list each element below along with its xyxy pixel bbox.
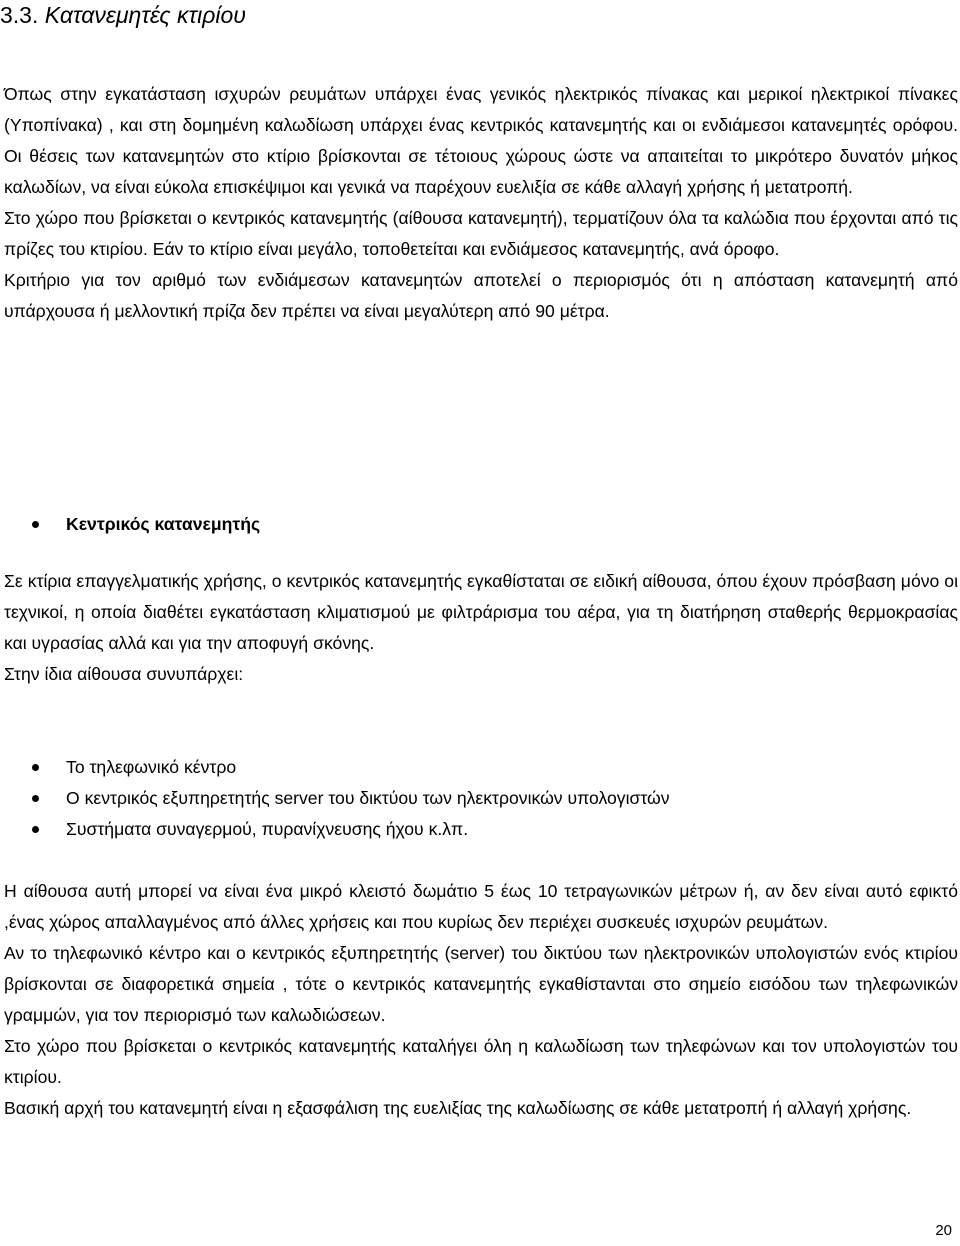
- bullet-icon: [32, 764, 39, 771]
- subsection-paragraph: Στην ίδια αίθουσα συνυπάρχει:: [4, 664, 244, 684]
- section-title: Κατανεμητές κτιρίου: [44, 2, 246, 28]
- list-item: [32, 814, 670, 845]
- subsection-paragraph: Σε κτίρια επαγγελματικής χρήσης, ο κεντρικός κατανεμητής εγκαθίσταται σε ειδική αίθουσα, όπου έχουν πρόσβαση μόνο οι τεχνικοί, η οποία διαθέτει εγκατάσταση κλιματισμού με φιλτράρισμα του αέρα, για τη διατήρηση σταθερής θερμοκρασίας και υγρασίας αλλά και για την αποφυγή σκόνης.: [4, 571, 958, 653]
- list-item: [32, 752, 670, 783]
- section-number: 3.3.: [0, 2, 39, 28]
- intro-text: [4, 79, 958, 327]
- list-item-text: Ο κεντρικός εξυπηρετητής server του δικτύου των ηλεκτρονικών υπολογιστών: [66, 788, 670, 808]
- intro-paragraph: Κριτήριο για τον αριθμό των ενδιάμεσων κατανεμητών αποτελεί ο περιορισμός ότι η απόσταση κατανεμητή από υπάρχουσα ή μελλοντική πρίζα δεν πρέπει να είναι μεγαλύτερη από 90 μέτρα.: [4, 270, 958, 321]
- section-heading: [0, 0, 246, 30]
- closing-paragraph: Η αίθουσα αυτή μπορεί να είναι ένα μικρό κλειστό δωμάτιο 5 έως 10 τετραγωνικών μέτρων ή, αν δεν είναι αυτό εφικτό ,ένας χώρος απαλλαγμένος από άλλες χρήσεις και που κυρίως δεν περιέχει συσκευές ισχυρών ρευμάτων.: [4, 881, 958, 932]
- closing-paragraph: Βασική αρχή του κατανεμητή είναι η εξασφάλιση της ευελιξίας της καλωδίωσης σε κάθε μετατροπή ή αλλαγή χρήσης.: [4, 1098, 912, 1118]
- subsection-heading: [32, 509, 260, 540]
- subsection-text: [4, 566, 958, 690]
- list-item-text: Το τηλεφωνικό κέντρο: [66, 757, 237, 777]
- intro-paragraph: Όπως στην εγκατάσταση ισχυρών ρευμάτων υπάρχει ένας γενικός ηλεκτρικός πίνακας και μερικοί ηλεκτρικοί πίνακες (Υποπίνακα) , και στη δομημένη καλωδίωση υπάρχει ένας κεντρικός κατανεμητής και οι ενδιάμεσοι κατανεμητές ορόφου. Οι θέσεις των κατανεμητών στο κτίριο βρίσκονται σε τέτοιους χώρους ώστε να απαιτείται το μικρότερο δυνατόν μήκος καλωδίων, να είναι εύκολα επισκέψιμοι και γενικά να παρέχουν ευελιξία σε κάθε αλλαγή χρήσης ή μετατροπή.: [4, 84, 958, 197]
- room-items-list: [32, 752, 670, 845]
- list-item: [32, 783, 670, 814]
- list-item-text: Συστήματα συναγερμού, πυρανίχνευσης ήχου κ.λπ.: [66, 819, 469, 839]
- bullet-icon: [32, 521, 39, 528]
- subsection-title: Κεντρικός κατανεμητής: [66, 514, 261, 534]
- intro-paragraph: Στο χώρο που βρίσκεται ο κεντρικός κατανεμητής (αίθουσα κατανεμητή), τερματίζουν όλα τα καλώδια που έρχονται από τις πρίζες του κτιρίου. Εάν το κτίριο είναι μεγάλο, τοποθετείται και ενδιάμεσος κατανεμητής, ανά όροφο.: [4, 208, 958, 259]
- bullet-icon: [32, 795, 39, 802]
- closing-paragraph: Στο χώρο που βρίσκεται ο κεντρικός κατανεμητής καταλήγει όλη η καλωδίωση των τηλεφώνων και τον υπολογιστών του κτιρίου.: [4, 1036, 958, 1087]
- page-number: 20: [935, 1222, 952, 1239]
- closing-paragraph: Αν το τηλεφωνικό κέντρο και ο κεντρικός εξυπηρετητής (server) του δικτύου των ηλεκτρονικών υπολογιστών ενός κτιρίου βρίσκονται σε διαφορετικά σημεία , τότε ο κεντρικός κατανεμητής εγκαθίστανται στο σημείο εισόδου των τηλεφωνικών γραμμών, για τον περιορισμό των καλωδιώσεων.: [4, 943, 958, 1025]
- closing-text: [4, 876, 958, 1124]
- bullet-icon: [32, 826, 39, 833]
